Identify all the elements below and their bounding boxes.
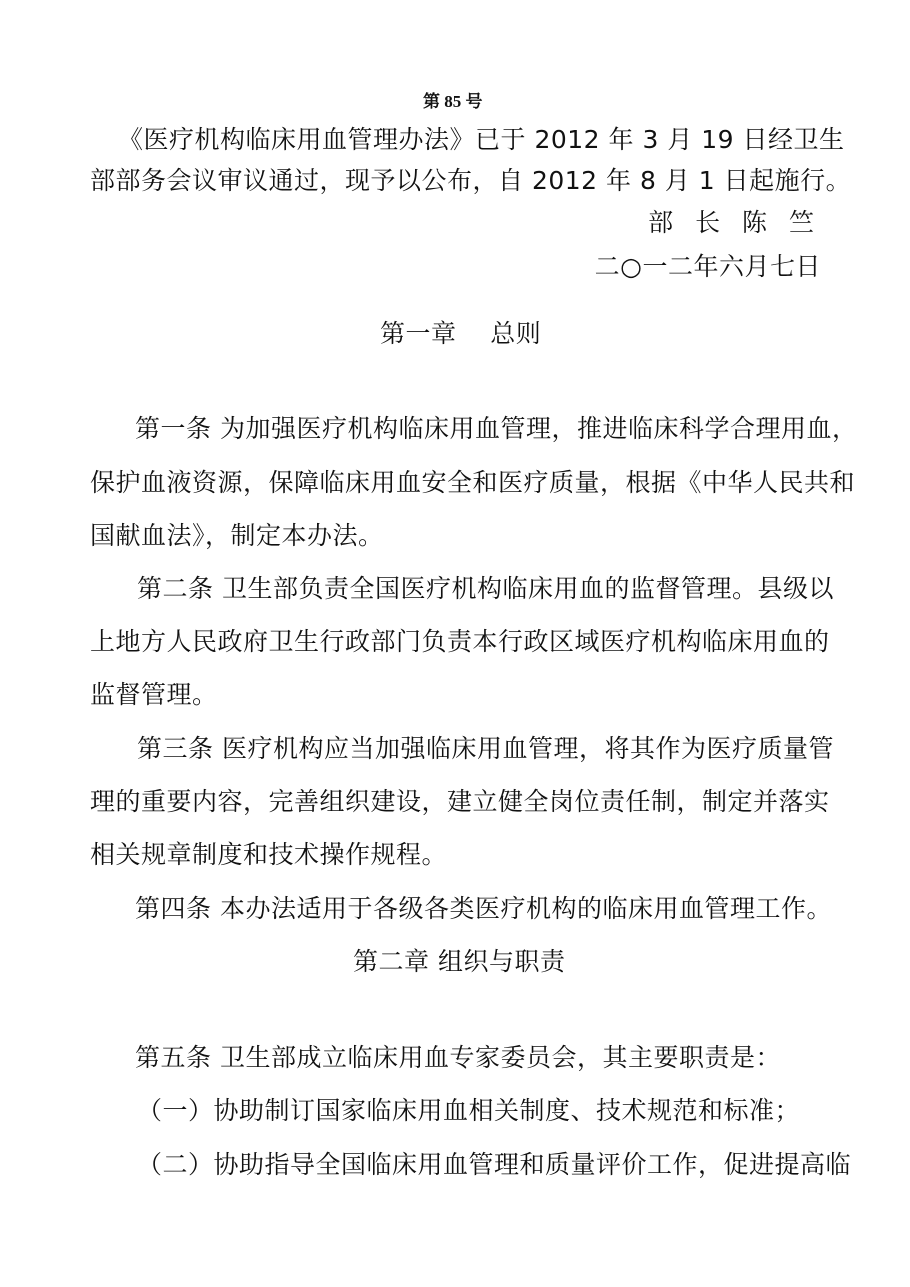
article-2-line-3: 监督管理。 <box>90 680 218 709</box>
chapter-2-title: 第二章 组织与职责 <box>353 947 566 976</box>
article-2-line-1: 第二条 卫生部负责全国医疗机构临床用血的监督管理。县级以 <box>137 574 834 603</box>
article-3-line-2: 理的重要内容，完善组织建设，建立健全岗位责任制，制定并落实 <box>90 787 830 816</box>
announcement-line-2: 部部务会议审议通过，现予以公布，自 2012 年 8 月 1 日起施行。 <box>90 166 852 195</box>
document-number: 第 85 号 <box>423 92 483 111</box>
issue-date: 二○一二年六月七日 <box>594 252 821 281</box>
article-3-line-1: 第三条 医疗机构应当加强临床用血管理，将其作为医疗质量管 <box>137 734 834 763</box>
list-item: （一）协助制订国家临床用血相关制度、技术规范和标准； <box>137 1096 801 1125</box>
list-item: （二）协助指导全国临床用血管理和质量评价工作，促进提高临 <box>137 1150 852 1179</box>
article-1-line-1: 第一条 为加强医疗机构临床用血管理，推进临床科学合理用血， <box>135 414 858 443</box>
article-3-line-3: 相关规章制度和技术操作规程。 <box>90 840 448 869</box>
article-4: 第四条 本办法适用于各级各类医疗机构的临床用血管理工作。 <box>135 894 832 923</box>
announcement-line-1: 《医疗机构临床用血管理办法》已于 2012 年 3 月 19 日经卫生 <box>118 125 845 154</box>
article-5: 第五条 卫生部成立临床用血专家委员会，其主要职责是： <box>135 1043 781 1072</box>
signatory: 部 长 陈 竺 <box>648 208 821 237</box>
article-2-line-2: 上地方人民政府卫生行政部门负责本行政区域医疗机构临床用血的 <box>90 627 830 656</box>
chapter-1-title: 第一章 总则 <box>380 319 542 348</box>
article-1-line-2: 保护血液资源，保障临床用血安全和医疗质量，根据《中华人民共和 <box>90 468 856 497</box>
article-1-line-3: 国献血法》，制定本办法。 <box>90 521 384 550</box>
